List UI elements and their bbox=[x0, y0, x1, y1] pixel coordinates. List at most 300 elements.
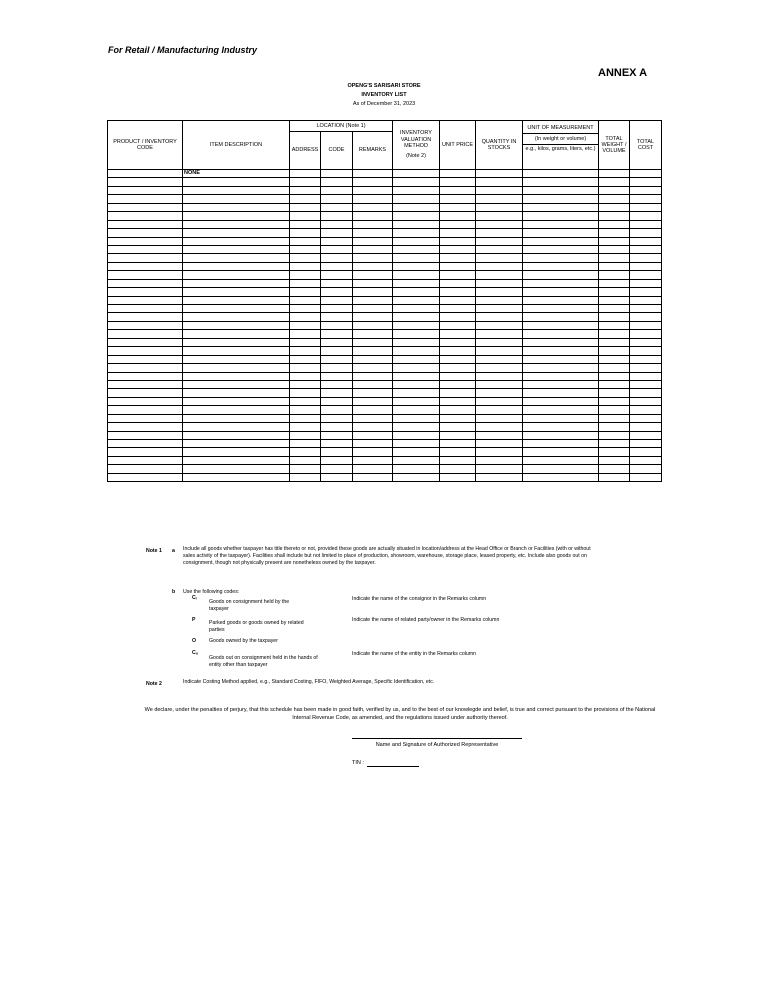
table-cell bbox=[440, 473, 476, 481]
table-cell bbox=[353, 237, 393, 245]
table-cell bbox=[393, 271, 440, 279]
table-cell bbox=[183, 456, 290, 464]
table-cell bbox=[476, 305, 523, 313]
table-cell bbox=[393, 448, 440, 456]
table-cell bbox=[440, 279, 476, 287]
table-row bbox=[108, 355, 662, 363]
table-cell bbox=[353, 473, 393, 481]
table-cell bbox=[630, 423, 662, 431]
table-cell bbox=[523, 440, 599, 448]
table-cell bbox=[108, 440, 183, 448]
table-cell bbox=[523, 380, 599, 388]
table-cell bbox=[290, 321, 321, 329]
table-cell bbox=[108, 347, 183, 355]
table-cell bbox=[108, 423, 183, 431]
table-cell bbox=[476, 406, 523, 414]
table-cell bbox=[321, 440, 353, 448]
table-cell bbox=[290, 288, 321, 296]
table-cell bbox=[393, 254, 440, 262]
table-row bbox=[108, 288, 662, 296]
table-cell bbox=[290, 203, 321, 211]
table-cell bbox=[630, 203, 662, 211]
table-cell bbox=[108, 448, 183, 456]
table-cell bbox=[476, 380, 523, 388]
table-cell bbox=[290, 178, 321, 186]
col-unit-price-header: UNIT PRICE bbox=[440, 121, 476, 170]
table-cell bbox=[108, 203, 183, 211]
table-cell bbox=[630, 397, 662, 405]
table-cell bbox=[183, 237, 290, 245]
table-cell bbox=[321, 423, 353, 431]
table-cell bbox=[321, 347, 353, 355]
table-row bbox=[108, 313, 662, 321]
table-cell bbox=[353, 279, 393, 287]
table-cell bbox=[440, 262, 476, 270]
table-cell bbox=[393, 186, 440, 194]
code-p-remark: Indicate the name of related party/owner in the Remarks column bbox=[352, 617, 500, 623]
table-row bbox=[108, 178, 662, 186]
note1-a-label: a bbox=[172, 548, 175, 554]
table-cell bbox=[523, 397, 599, 405]
table-cell bbox=[393, 364, 440, 372]
table-cell bbox=[108, 288, 183, 296]
table-cell bbox=[523, 212, 599, 220]
table-cell bbox=[476, 313, 523, 321]
table-cell bbox=[321, 338, 353, 346]
table-cell bbox=[353, 262, 393, 270]
table-cell bbox=[321, 355, 353, 363]
table-cell bbox=[321, 288, 353, 296]
table-cell bbox=[353, 389, 393, 397]
table-cell bbox=[183, 178, 290, 186]
table-row bbox=[108, 279, 662, 287]
table-cell bbox=[393, 178, 440, 186]
table-cell bbox=[630, 313, 662, 321]
table-cell bbox=[290, 431, 321, 439]
table-cell bbox=[393, 372, 440, 380]
table-cell bbox=[353, 203, 393, 211]
table-cell bbox=[393, 321, 440, 329]
item-none: NONE bbox=[183, 170, 290, 178]
table-row bbox=[108, 296, 662, 304]
table-row bbox=[108, 397, 662, 405]
table-cell bbox=[290, 347, 321, 355]
table-cell bbox=[353, 229, 393, 237]
code-co: Cₒ bbox=[192, 650, 198, 656]
table-cell bbox=[321, 305, 353, 313]
table-cell bbox=[393, 406, 440, 414]
table-cell bbox=[523, 414, 599, 422]
table-cell bbox=[290, 262, 321, 270]
table-cell bbox=[108, 305, 183, 313]
table-cell bbox=[393, 313, 440, 321]
table-cell bbox=[476, 245, 523, 253]
table-cell bbox=[321, 456, 353, 464]
table-cell bbox=[321, 271, 353, 279]
table-cell bbox=[108, 431, 183, 439]
note1-b-label: b bbox=[172, 589, 176, 595]
table-cell bbox=[523, 245, 599, 253]
table-cell bbox=[353, 330, 393, 338]
table-cell bbox=[440, 448, 476, 456]
table-cell bbox=[630, 178, 662, 186]
table-cell bbox=[630, 237, 662, 245]
table-cell bbox=[440, 347, 476, 355]
table-cell bbox=[476, 170, 523, 178]
table-cell bbox=[321, 321, 353, 329]
table-cell bbox=[393, 338, 440, 346]
table-cell bbox=[321, 473, 353, 481]
table-cell bbox=[630, 229, 662, 237]
table-cell bbox=[183, 321, 290, 329]
table-cell bbox=[599, 313, 630, 321]
table-cell bbox=[476, 195, 523, 203]
table-cell bbox=[476, 440, 523, 448]
table-cell bbox=[523, 431, 599, 439]
table-cell bbox=[183, 186, 290, 194]
col-uom-header bbox=[523, 121, 599, 170]
table-cell bbox=[630, 321, 662, 329]
table-cell bbox=[321, 448, 353, 456]
table-row bbox=[108, 414, 662, 422]
table-cell bbox=[630, 220, 662, 228]
table-cell bbox=[290, 245, 321, 253]
table-cell bbox=[290, 212, 321, 220]
table-cell bbox=[599, 330, 630, 338]
table-row bbox=[108, 423, 662, 431]
as-of-date: As of December 31, 2023 bbox=[352, 101, 416, 107]
table-cell bbox=[321, 195, 353, 203]
table-cell bbox=[476, 212, 523, 220]
table-cell bbox=[476, 203, 523, 211]
table-cell bbox=[393, 347, 440, 355]
col-remarks-header: REMARKS bbox=[353, 132, 393, 170]
uom-eg: e.g., kilos, grams, liters, etc.) bbox=[525, 146, 596, 153]
table-cell bbox=[108, 186, 183, 194]
table-cell bbox=[393, 220, 440, 228]
table-cell bbox=[353, 313, 393, 321]
table-cell bbox=[183, 406, 290, 414]
table-cell bbox=[630, 380, 662, 388]
table-row bbox=[108, 203, 662, 211]
table-cell bbox=[599, 406, 630, 414]
code-ci-desc: Goods on consignment held by the taxpayer bbox=[209, 599, 290, 612]
table-cell bbox=[440, 313, 476, 321]
table-cell bbox=[290, 423, 321, 431]
table-row bbox=[108, 389, 662, 397]
table-cell bbox=[290, 271, 321, 279]
table-cell bbox=[108, 271, 183, 279]
table-cell bbox=[108, 321, 183, 329]
table-row bbox=[108, 347, 662, 355]
table-cell bbox=[440, 431, 476, 439]
table-cell bbox=[108, 364, 183, 372]
table-cell bbox=[523, 406, 599, 414]
code-o-desc: Goods owned by the taxpayer bbox=[209, 638, 278, 644]
table-row bbox=[108, 186, 662, 194]
table-cell bbox=[353, 245, 393, 253]
table-cell bbox=[476, 178, 523, 186]
table-cell bbox=[353, 440, 393, 448]
table-row bbox=[108, 372, 662, 380]
annex-label: ANNEX A bbox=[598, 67, 648, 79]
table-cell bbox=[599, 212, 630, 220]
table-cell bbox=[440, 440, 476, 448]
table-cell bbox=[393, 296, 440, 304]
table-cell bbox=[183, 212, 290, 220]
table-cell bbox=[393, 380, 440, 388]
table-cell bbox=[599, 423, 630, 431]
table-cell bbox=[523, 465, 599, 473]
table-cell bbox=[108, 406, 183, 414]
table-row bbox=[108, 245, 662, 253]
table-cell bbox=[440, 220, 476, 228]
code-p-desc: Parked goods or goods owned by related parties bbox=[209, 620, 304, 633]
table-cell bbox=[440, 305, 476, 313]
table-cell bbox=[321, 178, 353, 186]
table-cell bbox=[630, 305, 662, 313]
table-cell bbox=[183, 389, 290, 397]
table-cell bbox=[523, 296, 599, 304]
table-cell bbox=[393, 473, 440, 481]
col-product-header: PRODUCT / INVENTORY CODE bbox=[108, 121, 183, 170]
note1-a-text: Include all goods whether taxpayer has title thereto or not, provided these goods are actually situated in location/address at the Head Office or Branch or Facilities (with or without sales activity of the taxpayer). Facilities shall include but not limited to place of production, showroom, warehouse, storage place, leased property, etc. Include also goods out on consignment, though not physically present are nonetheless owned by the taxpayer. bbox=[183, 546, 591, 566]
table-cell bbox=[353, 380, 393, 388]
table-cell bbox=[476, 262, 523, 270]
table-cell bbox=[599, 448, 630, 456]
uom-label: UNIT OF MEASUREMENT bbox=[523, 123, 598, 134]
table-cell bbox=[476, 431, 523, 439]
tin-line bbox=[367, 766, 419, 767]
table-row bbox=[108, 448, 662, 456]
table-cell bbox=[108, 170, 183, 178]
table-cell bbox=[321, 262, 353, 270]
table-cell bbox=[108, 338, 183, 346]
table-cell bbox=[183, 296, 290, 304]
table-cell bbox=[476, 279, 523, 287]
table-cell bbox=[523, 389, 599, 397]
table-cell bbox=[183, 313, 290, 321]
table-cell bbox=[290, 414, 321, 422]
table-cell bbox=[440, 296, 476, 304]
table-cell bbox=[353, 448, 393, 456]
table-cell bbox=[290, 473, 321, 481]
table-row bbox=[108, 271, 662, 279]
table-cell bbox=[353, 305, 393, 313]
table-cell bbox=[599, 237, 630, 245]
table-row bbox=[108, 262, 662, 270]
table-cell bbox=[321, 465, 353, 473]
table-cell bbox=[321, 229, 353, 237]
table-cell bbox=[321, 414, 353, 422]
table-cell bbox=[393, 279, 440, 287]
table-cell bbox=[630, 414, 662, 422]
table-cell bbox=[523, 271, 599, 279]
table-cell bbox=[599, 440, 630, 448]
col-quantity-header: QUANTITY IN STOCKS bbox=[476, 121, 523, 170]
table-cell bbox=[290, 465, 321, 473]
table-cell bbox=[630, 170, 662, 178]
table-cell bbox=[523, 473, 599, 481]
table-cell bbox=[393, 288, 440, 296]
table-cell bbox=[108, 212, 183, 220]
code-o: O bbox=[192, 638, 197, 644]
table-cell bbox=[353, 212, 393, 220]
table-row bbox=[108, 431, 662, 439]
table-cell bbox=[440, 203, 476, 211]
table-cell bbox=[183, 380, 290, 388]
industry-label: For Retail / Manufacturing Industry bbox=[108, 45, 258, 55]
table-cell bbox=[321, 186, 353, 194]
table-cell bbox=[290, 195, 321, 203]
table-cell bbox=[599, 338, 630, 346]
table-cell bbox=[523, 203, 599, 211]
table-cell bbox=[599, 473, 630, 481]
valuation-note: (Note 2) bbox=[406, 153, 426, 160]
table-cell bbox=[440, 372, 476, 380]
table-cell bbox=[523, 262, 599, 270]
table-cell bbox=[523, 254, 599, 262]
table-cell bbox=[108, 330, 183, 338]
table-cell bbox=[523, 305, 599, 313]
table-cell bbox=[321, 330, 353, 338]
table-cell bbox=[290, 397, 321, 405]
table-cell bbox=[476, 456, 523, 464]
col-address-header: ADDRESS bbox=[290, 132, 321, 170]
table-cell bbox=[183, 473, 290, 481]
table-cell bbox=[599, 170, 630, 178]
table-cell bbox=[476, 288, 523, 296]
table-cell bbox=[599, 245, 630, 253]
code-co-remark: Indicate the name of the entity in the Remarks column bbox=[352, 651, 476, 657]
table-cell bbox=[599, 262, 630, 270]
table-cell bbox=[321, 220, 353, 228]
table-cell bbox=[476, 364, 523, 372]
table-cell bbox=[523, 364, 599, 372]
col-code-header: CODE bbox=[321, 132, 353, 170]
table-cell bbox=[630, 262, 662, 270]
table-cell bbox=[630, 245, 662, 253]
table-cell bbox=[183, 254, 290, 262]
table-cell bbox=[393, 212, 440, 220]
table-cell bbox=[393, 414, 440, 422]
table-cell bbox=[523, 178, 599, 186]
table-cell bbox=[630, 355, 662, 363]
note2-text: Indicate Costing Method applied, e.g., Standard Costing, FIFO, Weighted Average, Specific Identification, etc. bbox=[183, 679, 435, 685]
table-cell bbox=[523, 347, 599, 355]
table-cell bbox=[630, 389, 662, 397]
table-cell bbox=[108, 465, 183, 473]
table-cell bbox=[599, 372, 630, 380]
table-cell bbox=[523, 195, 599, 203]
table-cell bbox=[353, 456, 393, 464]
table-cell bbox=[393, 465, 440, 473]
table-cell bbox=[393, 203, 440, 211]
table-cell bbox=[290, 372, 321, 380]
table-cell bbox=[630, 330, 662, 338]
table-cell bbox=[183, 330, 290, 338]
table-cell bbox=[630, 465, 662, 473]
table-row bbox=[108, 321, 662, 329]
table-cell bbox=[599, 271, 630, 279]
table-cell bbox=[183, 431, 290, 439]
table-cell bbox=[183, 288, 290, 296]
table-cell bbox=[321, 170, 353, 178]
table-cell bbox=[108, 380, 183, 388]
table-cell bbox=[630, 347, 662, 355]
table-row bbox=[108, 364, 662, 372]
declaration-text: We declare, under the penalties of perjury, that this schedule has been made in good faith, verified by us, and to the best of our knowlegde and belief, is true and correct pursuant to the provisions of the National Internal Revenue Code, as amended, and the regulations issued under authority thereof. bbox=[144, 707, 656, 721]
table-cell bbox=[476, 397, 523, 405]
table-cell bbox=[476, 330, 523, 338]
table-cell bbox=[393, 262, 440, 270]
inventory-table bbox=[107, 120, 662, 482]
table-cell bbox=[476, 254, 523, 262]
table-cell bbox=[523, 330, 599, 338]
table-cell bbox=[630, 186, 662, 194]
table-cell bbox=[440, 330, 476, 338]
table-cell bbox=[630, 271, 662, 279]
table-cell bbox=[108, 220, 183, 228]
table-row bbox=[108, 380, 662, 388]
table-cell bbox=[440, 465, 476, 473]
table-cell bbox=[440, 245, 476, 253]
table-cell bbox=[321, 212, 353, 220]
table-cell bbox=[440, 212, 476, 220]
table-cell bbox=[476, 465, 523, 473]
table-cell bbox=[290, 406, 321, 414]
table-cell bbox=[290, 237, 321, 245]
col-total-cost-header: TOTAL COST bbox=[630, 121, 662, 170]
table-cell bbox=[630, 296, 662, 304]
code-co-desc: Goods out on consignment held in the hands of entity other than taxpayer bbox=[209, 655, 318, 668]
table-cell bbox=[440, 288, 476, 296]
table-cell bbox=[353, 465, 393, 473]
table-cell bbox=[321, 397, 353, 405]
table-cell bbox=[393, 195, 440, 203]
table-cell bbox=[630, 288, 662, 296]
table-cell bbox=[290, 254, 321, 262]
table-cell bbox=[321, 313, 353, 321]
table-cell bbox=[353, 288, 393, 296]
table-cell bbox=[393, 456, 440, 464]
tin-label: TIN : bbox=[352, 760, 364, 766]
table-cell bbox=[290, 440, 321, 448]
col-valuation-header bbox=[393, 121, 440, 170]
table-cell bbox=[321, 254, 353, 262]
table-cell bbox=[599, 364, 630, 372]
table-cell bbox=[476, 220, 523, 228]
table-cell bbox=[440, 456, 476, 464]
table-cell bbox=[440, 321, 476, 329]
table-cell bbox=[440, 406, 476, 414]
signature-label: Name and Signature of Authorized Representative bbox=[375, 742, 499, 748]
table-cell bbox=[476, 423, 523, 431]
table-cell bbox=[393, 355, 440, 363]
table-cell bbox=[523, 237, 599, 245]
table-cell bbox=[440, 364, 476, 372]
table-cell bbox=[321, 364, 353, 372]
table-cell bbox=[108, 279, 183, 287]
table-cell bbox=[393, 330, 440, 338]
table-cell bbox=[393, 245, 440, 253]
note2-label: Note 2 bbox=[146, 681, 162, 687]
table-cell bbox=[108, 296, 183, 304]
table-cell bbox=[476, 355, 523, 363]
col-location-header: LOCATION (Note 1) bbox=[290, 121, 393, 132]
uom-sub: (In weight or volume) bbox=[523, 134, 598, 145]
table-cell bbox=[476, 414, 523, 422]
